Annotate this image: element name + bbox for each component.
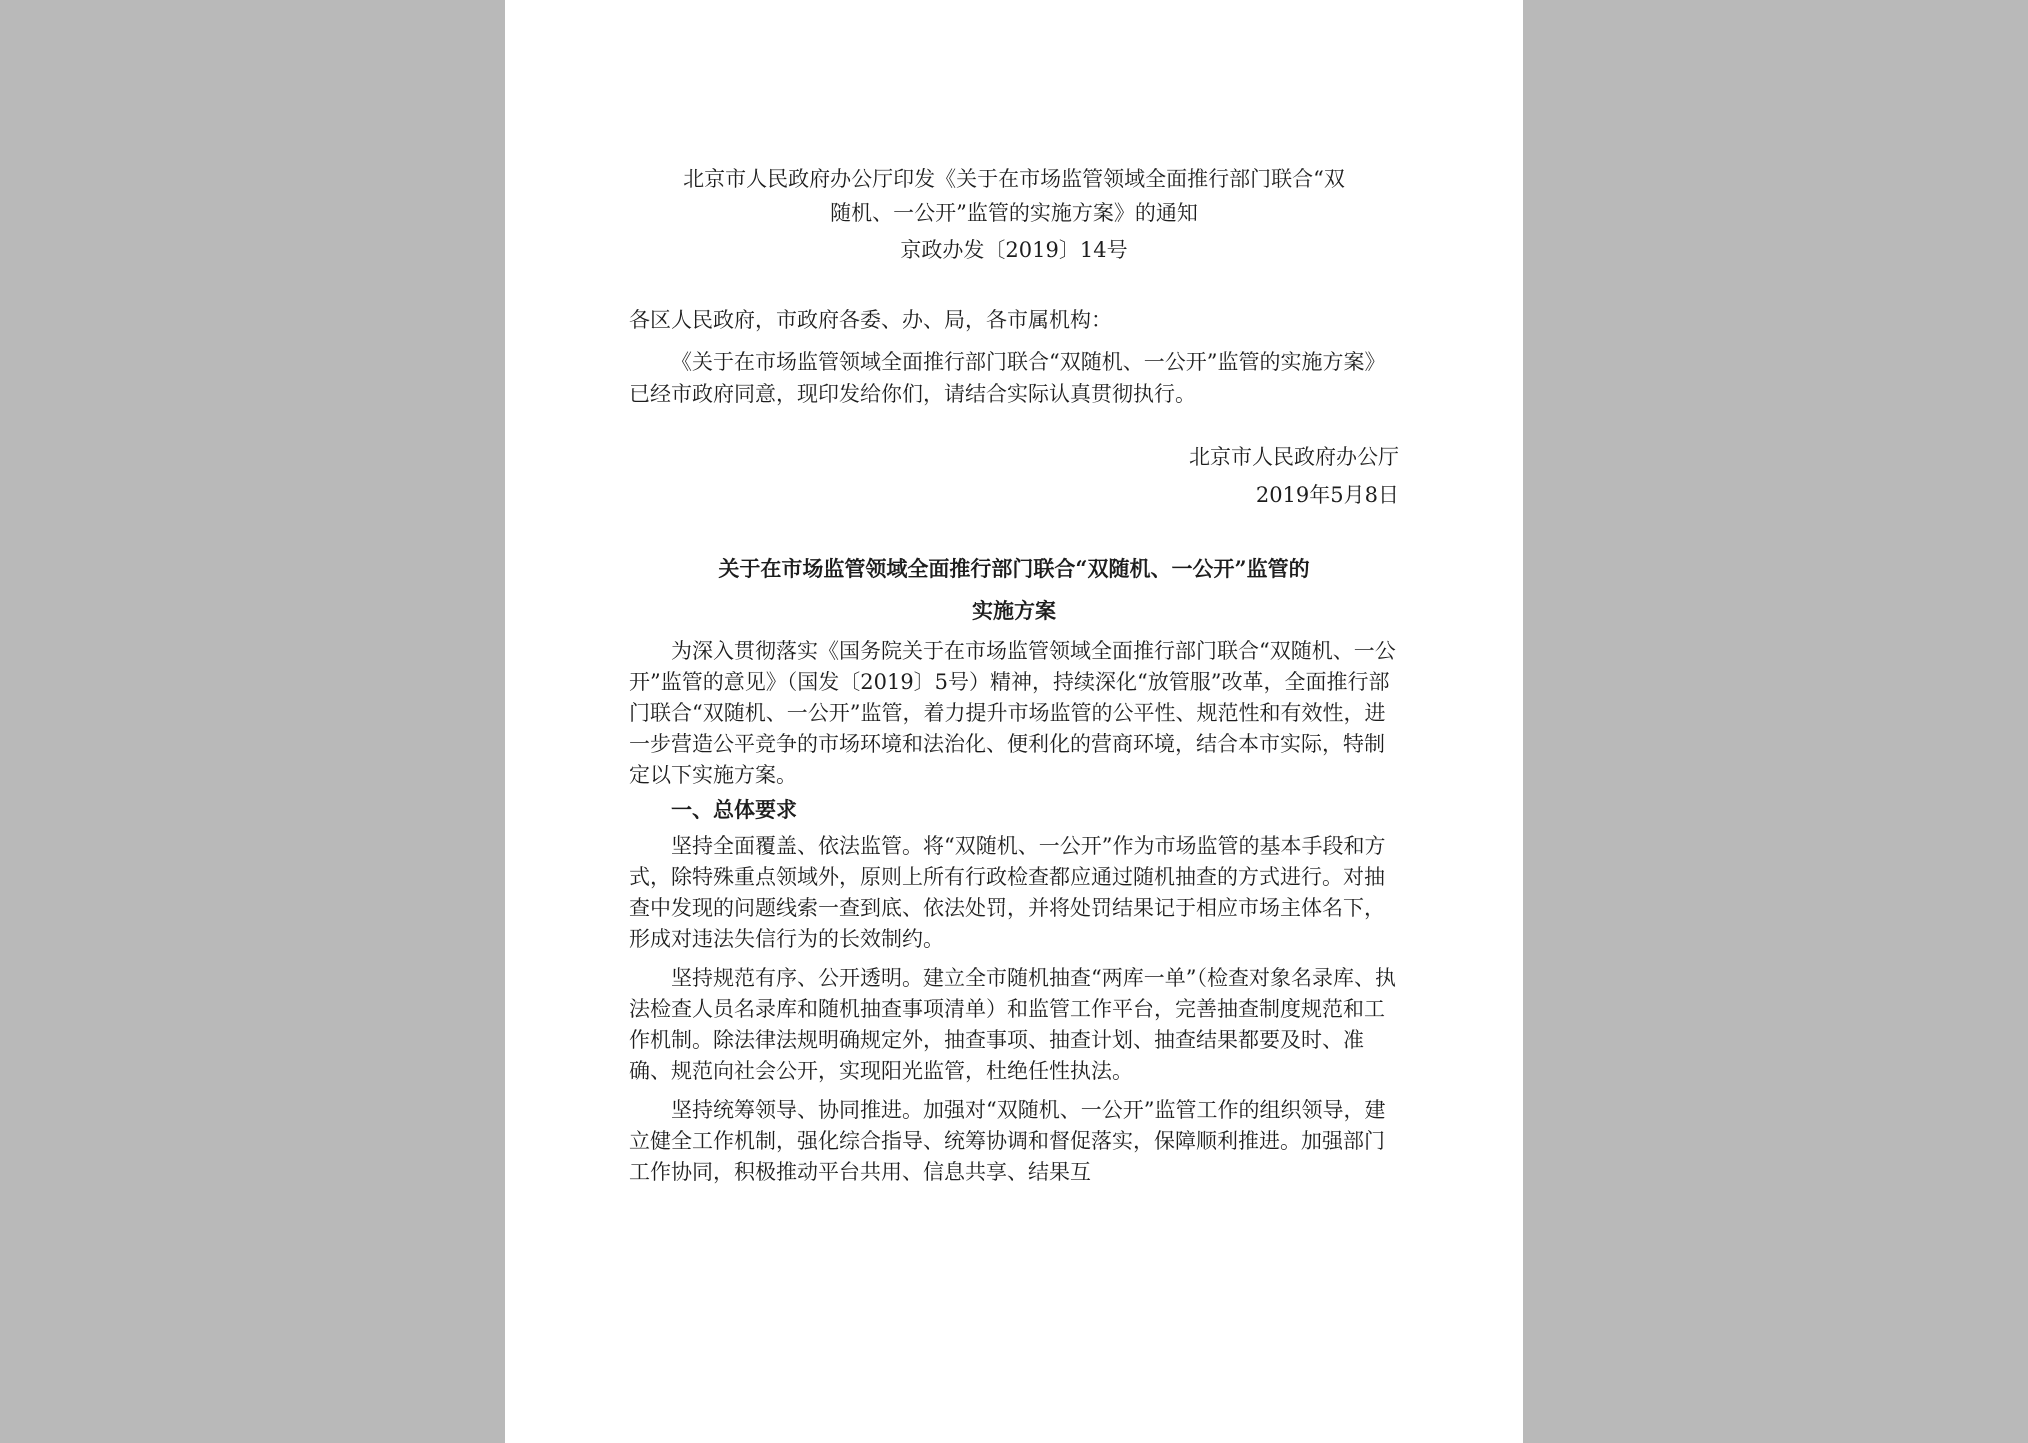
notice-title-line-1: 北京市人民政府办公厅印发《关于在市场监管领域全面推行部门联合“双 [683, 167, 1345, 191]
scheme-intro-paragraph: 为深入贯彻落实《国务院关于在市场监管领域全面推行部门联合“双随机、一公开”监管的意见》（国发〔2019〕5号）精神，持续深化“放管服”改革，全面推行部门联合“双随机、一公开”监管，着力提升市场监管的公平性、规范性和有效性，进一步营造公平竞争的市场环境和法治化、便利化的营商环境，结合本市实际，特制定以下实施方案。 [629, 639, 1396, 787]
body-paragraph: 坚持统筹领导、协同推进。加强对“双随机、一公开”监管工作的组织领导，建立健全工作机制，强化综合指导、统筹协调和督促落实，保障顺利推进。加强部门工作协同，积极推动平台共用、信息共享、结果互 [629, 1098, 1386, 1184]
scheme-title [629, 548, 1399, 632]
scheme-title-line-2: 实施方案 [972, 598, 1056, 623]
issuer-name: 北京市人民政府办公厅 [1189, 445, 1399, 469]
body-paragraph: 坚持规范有序、公开透明。建立全市随机抽查“两库一单”（检查对象名录库、执法检查人员名录库和随机抽查事项清单）和监管工作平台，完善抽查制度规范和工作机制。除法律法规明确规定外，抽查事项、抽查计划、抽查结果都要及时、准确、规范向社会公开，实现阳光监管，杜绝任性执法。 [629, 966, 1396, 1083]
issue-date: 2019年5月8日 [1255, 483, 1399, 507]
signature-block [629, 438, 1399, 514]
scheme-title-line-1: 关于在市场监管领域全面推行部门联合“双随机、一公开”监管的 [718, 556, 1310, 581]
document-content [629, 162, 1399, 1188]
body-paragraph: 坚持全面覆盖、依法监管。将“双随机、一公开”作为市场监管的基本手段和方式，除特殊重点领域外，原则上所有行政检查都应通过随机抽查的方式进行。对抽查中发现的问题线索一查到底、依法处罚，并将处罚结果记于相应市场主体名下，形成对违法失信行为的长效制约。 [629, 834, 1386, 951]
salutation: 各区人民政府，市政府各委、办、局，各市属机构： [629, 308, 1112, 332]
document-page [505, 0, 1523, 1443]
notice-body: 《关于在市场监管领域全面推行部门联合“双随机、一公开”监管的实施方案》已经市政府同意，现印发给你们，请结合实际认真贯彻执行。 [629, 350, 1386, 406]
notice-title-line-2: 随机、一公开”监管的实施方案》的通知 [830, 201, 1198, 225]
section-heading-general-requirements: 一、总体要求 [671, 797, 797, 822]
document-number: 京政办发〔2019〕14号 [900, 238, 1128, 262]
notice-title [629, 162, 1399, 230]
